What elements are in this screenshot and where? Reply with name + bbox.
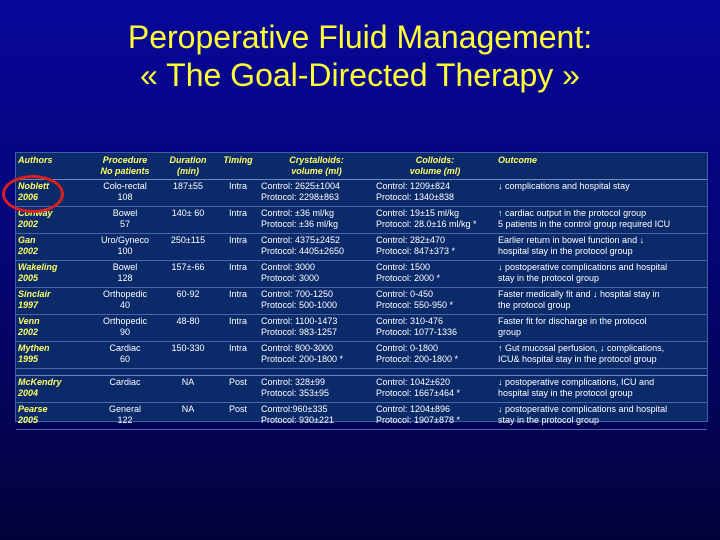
table-row: [16, 342, 707, 369]
table-row: [16, 180, 707, 207]
duration-cell-line: NA: [181, 404, 195, 414]
colloids-cell-line: Control: 0-450: [376, 289, 434, 299]
crystalloids-cell: [259, 403, 374, 430]
colloids-cell: [374, 403, 496, 430]
duration-cell-line: 60-92: [176, 289, 200, 299]
timing-cell: [217, 288, 259, 315]
outcome-cell-line: ↑ cardiac output in the protocol group: [498, 208, 647, 218]
colloids-cell-line: Control: 310-476: [376, 316, 444, 326]
procedure-cell: [91, 261, 159, 288]
author-cell-line: Venn: [18, 316, 40, 326]
author-cell: [16, 342, 91, 369]
divider-cell: [16, 369, 707, 376]
colloids-cell: [374, 234, 496, 261]
outcome-cell-line: Faster medically fit and ↓ hospital stay in: [498, 289, 660, 299]
colloids-cell-line: Control: 1500: [376, 262, 431, 272]
author-cell-line: Noblett: [18, 181, 49, 191]
table-row: [16, 315, 707, 342]
header-colloids: Colloids: volume (ml): [374, 153, 496, 180]
author-cell-line: Sinclair: [18, 289, 51, 299]
colloids-cell: [374, 342, 496, 369]
author-cell-line: Conway: [18, 208, 53, 218]
duration-cell-line: 140± 60: [171, 208, 205, 218]
outcome-cell: [496, 180, 707, 207]
procedure-cell-line: 108: [117, 192, 133, 202]
procedure-cell-line: General: [108, 404, 142, 414]
crystalloids-cell-line: Control: 1100-1473: [261, 316, 338, 326]
outcome-cell-line: ↓ postoperative complications and hospital: [498, 262, 668, 272]
table-row: [16, 207, 707, 234]
crystalloids-cell-line: Control: ±36 ml/kg: [261, 208, 334, 218]
colloids-cell: [374, 180, 496, 207]
colloids-cell-line: Protocol: 2000 *: [376, 273, 441, 283]
duration-cell: [159, 342, 217, 369]
procedure-cell-line: 57: [119, 219, 130, 229]
crystalloids-cell: [259, 342, 374, 369]
colloids-cell-line: Control: 19±15 ml/kg: [376, 208, 459, 218]
colloids-cell-line: Control: 282±470: [376, 235, 445, 245]
duration-cell-line: 250±115: [170, 235, 206, 245]
timing-cell-line: Intra: [228, 289, 247, 299]
studies-table-container: [15, 152, 708, 425]
timing-cell: [217, 207, 259, 234]
crystalloids-cell-line: Control: 328±99: [261, 377, 325, 387]
crystalloids-cell-line: Protocol: 500-1000: [261, 300, 338, 310]
procedure-cell: [91, 376, 159, 403]
outcome-cell: [496, 342, 707, 369]
outcome-cell-line: ICU& hospital stay in the protocol group: [498, 354, 657, 364]
duration-cell-line: NA: [181, 377, 195, 387]
procedure-cell-line: Colo-rectal: [103, 181, 147, 191]
procedure-cell-line: 128: [117, 273, 133, 283]
author-cell-line: 2004: [18, 388, 39, 398]
colloids-cell-line: Protocol: 1907±878 *: [376, 415, 460, 425]
crystalloids-cell-line: Protocol: 983-1257: [261, 327, 338, 337]
procedure-cell-line: 60: [119, 354, 130, 364]
crystalloids-cell-line: Protocol: 3000: [261, 273, 320, 283]
author-cell-line: 2002: [18, 327, 39, 337]
colloids-cell-line: Control: 1204±896: [376, 404, 450, 414]
header-duration: Duration (min): [159, 153, 217, 180]
procedure-cell-line: 40: [119, 300, 130, 310]
colloids-cell-line: Protocol: 200-1800 *: [376, 354, 459, 364]
author-cell: [16, 234, 91, 261]
header-authors: Authors: [16, 153, 91, 180]
table-row: [16, 376, 707, 403]
crystalloids-cell: [259, 234, 374, 261]
timing-cell: [217, 342, 259, 369]
crystalloids-cell-line: Control: 4375±2452: [261, 235, 340, 245]
duration-cell-line: 150-330: [171, 343, 205, 353]
slide-title: [0, 18, 720, 94]
colloids-cell-line: Control: 1209±824: [376, 181, 450, 191]
author-cell-line: Wakeling: [18, 262, 58, 272]
outcome-cell: [496, 403, 707, 430]
colloids-cell: [374, 376, 496, 403]
crystalloids-cell-line: Protocol: 353±95: [261, 388, 329, 398]
duration-cell: [159, 376, 217, 403]
crystalloids-cell-line: Protocol: 4405±2650: [261, 246, 344, 256]
table-section-divider: [16, 369, 707, 376]
procedure-cell: [91, 207, 159, 234]
crystalloids-cell-line: Protocol: ±36 ml/kg: [261, 219, 338, 229]
timing-cell-line: Intra: [228, 208, 247, 218]
header-outcome: Outcome: [496, 153, 707, 180]
procedure-cell-line: Uro/Gyneco: [100, 235, 150, 245]
table-row: [16, 234, 707, 261]
timing-cell-line: Post: [228, 377, 247, 387]
crystalloids-cell: [259, 288, 374, 315]
studies-table: [16, 153, 707, 430]
author-cell: [16, 403, 91, 430]
timing-cell-line: Intra: [228, 316, 247, 326]
procedure-cell: [91, 403, 159, 430]
title-line-2: « The Goal-Directed Therapy »: [140, 57, 580, 93]
header-procedure: Procedure No patients: [91, 153, 159, 180]
colloids-cell-line: Protocol: 1667±464 *: [376, 388, 460, 398]
author-cell-line: 2002: [18, 246, 39, 256]
procedure-cell: [91, 342, 159, 369]
procedure-cell-line: 100: [117, 246, 133, 256]
author-cell: [16, 207, 91, 234]
procedure-cell: [91, 234, 159, 261]
colloids-cell: [374, 288, 496, 315]
duration-cell: [159, 234, 217, 261]
author-cell-line: Pearse: [18, 404, 48, 414]
outcome-cell: [496, 207, 707, 234]
crystalloids-cell: [259, 315, 374, 342]
duration-cell: [159, 288, 217, 315]
procedure-cell: [91, 180, 159, 207]
outcome-cell-line: stay in the protocol group: [498, 273, 600, 283]
colloids-cell-line: Protocol: 1077-1336: [376, 327, 458, 337]
colloids-cell-line: Control: 0-1800: [376, 343, 439, 353]
author-cell-line: 2006: [18, 192, 39, 202]
outcome-cell-line: ↓ complications and hospital stay: [498, 181, 630, 191]
crystalloids-cell-line: Control: 2625±1004: [261, 181, 340, 191]
outcome-cell-line: stay in the protocol group: [498, 415, 600, 425]
procedure-cell-line: 122: [117, 415, 133, 425]
outcome-cell-line: ↑ Gut mucosal perfusion, ↓ complications,: [498, 343, 665, 353]
outcome-cell-line: hospital stay in the protocol group: [498, 246, 633, 256]
timing-cell: [217, 180, 259, 207]
timing-cell: [217, 376, 259, 403]
title-line-1: Peroperative Fluid Management:: [127, 19, 593, 55]
crystalloids-cell: [259, 261, 374, 288]
outcome-cell-line: the protocol group: [498, 300, 571, 310]
timing-cell-line: Intra: [228, 235, 247, 245]
outcome-cell-line: ↓ postoperative complications, ICU and: [498, 377, 655, 387]
author-cell-line: 1995: [18, 354, 39, 364]
duration-cell: [159, 315, 217, 342]
author-cell-line: Mythen: [18, 343, 50, 353]
timing-cell: [217, 234, 259, 261]
colloids-cell-line: Control: 1042±620: [376, 377, 450, 387]
colloids-cell: [374, 207, 496, 234]
table-row: [16, 403, 707, 430]
colloids-cell-line: Protocol: 847±373 *: [376, 246, 455, 256]
duration-cell: [159, 207, 217, 234]
procedure-cell-line: Cardiac: [109, 377, 141, 387]
outcome-cell: [496, 288, 707, 315]
header-crystalloids: Crystalloids: volume (ml): [259, 153, 374, 180]
outcome-cell-line: Faster fit for discharge in the protocol: [498, 316, 647, 326]
colloids-cell-line: Protocol: 28.0±16 ml/kg *: [376, 219, 477, 229]
author-cell: [16, 315, 91, 342]
procedure-cell-line: 90: [119, 327, 130, 337]
outcome-cell-line: hospital stay in the protocol group: [498, 388, 633, 398]
header-timing: Timing: [217, 153, 259, 180]
colloids-cell-line: Protocol: 550-950 *: [376, 300, 454, 310]
timing-cell-line: Intra: [228, 343, 247, 353]
author-cell: [16, 376, 91, 403]
outcome-cell-line: Earlier return in bowel function and ↓: [498, 235, 645, 245]
author-cell-line: Gan: [18, 235, 36, 245]
outcome-cell-line: 5 patients in the control group required ICU: [498, 219, 671, 229]
author-cell: [16, 180, 91, 207]
procedure-cell-line: Bowel: [112, 208, 138, 218]
crystalloids-cell-line: Control:960±335: [261, 404, 328, 414]
author-cell-line: 2005: [18, 273, 39, 283]
duration-cell: [159, 261, 217, 288]
author-cell-line: 2002: [18, 219, 39, 229]
timing-cell-line: Intra: [228, 181, 247, 191]
crystalloids-cell-line: Control: 700-1250: [261, 289, 334, 299]
table-row: [16, 261, 707, 288]
author-cell: [16, 261, 91, 288]
procedure-cell-line: Orthopedic: [102, 289, 148, 299]
crystalloids-cell-line: Protocol: 200-1800 *: [261, 354, 344, 364]
procedure-cell: [91, 315, 159, 342]
timing-cell-line: Intra: [228, 262, 247, 272]
outcome-cell-line: group: [498, 327, 522, 337]
outcome-cell: [496, 234, 707, 261]
duration-cell-line: 157±-66: [171, 262, 205, 272]
outcome-cell-line: ↓ postoperative complications and hospital: [498, 404, 668, 414]
crystalloids-cell-line: Control: 3000: [261, 262, 316, 272]
colloids-cell: [374, 261, 496, 288]
duration-cell: [159, 180, 217, 207]
table-header-row: [16, 153, 707, 180]
table-row: [16, 288, 707, 315]
outcome-cell: [496, 376, 707, 403]
crystalloids-cell: [259, 207, 374, 234]
crystalloids-cell-line: Protocol: 930±221: [261, 415, 334, 425]
timing-cell-line: Post: [228, 404, 247, 414]
outcome-cell: [496, 261, 707, 288]
crystalloids-cell-line: Control: 800-3000: [261, 343, 334, 353]
author-cell-line: 2005: [18, 415, 39, 425]
author-cell-line: 1997: [18, 300, 39, 310]
timing-cell: [217, 261, 259, 288]
author-cell: [16, 288, 91, 315]
duration-cell: [159, 403, 217, 430]
colloids-cell: [374, 315, 496, 342]
timing-cell: [217, 403, 259, 430]
crystalloids-cell: [259, 180, 374, 207]
outcome-cell: [496, 315, 707, 342]
procedure-cell-line: Orthopedic: [102, 316, 148, 326]
duration-cell-line: 48-80: [176, 316, 200, 326]
procedure-cell: [91, 288, 159, 315]
procedure-cell-line: Cardiac: [109, 343, 141, 353]
crystalloids-cell: [259, 376, 374, 403]
duration-cell-line: 187±55: [173, 181, 203, 191]
timing-cell: [217, 315, 259, 342]
crystalloids-cell-line: Protocol: 2298±863: [261, 192, 339, 202]
colloids-cell-line: Protocol: 1340±838: [376, 192, 454, 202]
procedure-cell-line: Bowel: [112, 262, 138, 272]
author-cell-line: McKendry: [18, 377, 62, 387]
